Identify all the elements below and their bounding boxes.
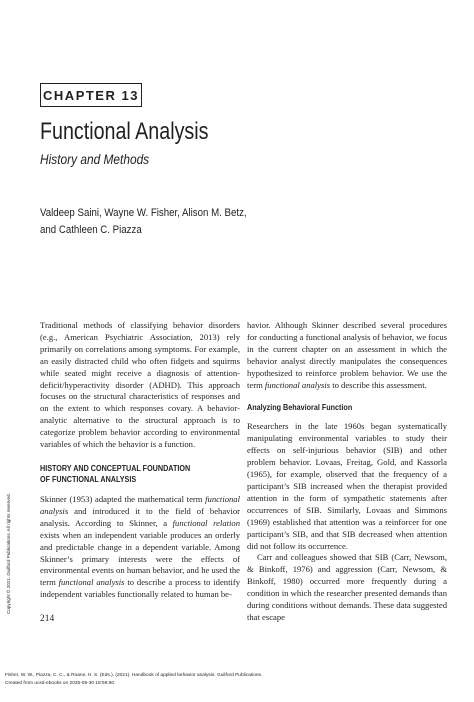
carr-paragraph: Carr and colleagues showed that SIB (Carr, Newsom, & Binkoff, 1976) and aggression (Carr, Newsom, & Binkoff, 1980) occurred more frequently during a condition in which the researcher presented demands than during conditions without demands. These data suggested that escape [247, 552, 447, 622]
italic-term: functional analysis [58, 577, 125, 588]
text-run: to describe a process to identify independent variables functionally related to human be- [40, 577, 240, 600]
intro-paragraph: Traditional methods of classifying behavior disorders (e.g., American Psychiatric Association, 2013) rely primarily on correlations among symptoms. For example, an easily distracted child who often fidgets and squirms while seated might receive a diagnosis of attention-deficit/hyperactivity disorder (ADHD). This approach focuses on the structural characteristics of responses and on the extent to which responses covary. A behavior-analytic alternative to the structural approach is to categorize problem behavior according to environmental variables of which the behavior is a function. [40, 320, 240, 450]
left-column [40, 320, 240, 601]
author-line-1: Valdeep Saini, Wayne W. Fisher, Alison M. Betz, [40, 207, 247, 219]
continuation-paragraph [247, 320, 447, 391]
right-column [247, 320, 447, 624]
text-run: havior. Although Skinner described several procedures for conducting a functional analysis of behavior, we focus in the current chapter on an assessment in which the behavior analyst directly manipulates the consequences hypothesized to reinforce problem behavior. We use the term [247, 320, 447, 390]
chapter-label: CHAPTER 13 [40, 83, 142, 107]
section-heading-line-1: HISTORY AND CONCEPTUAL FOUNDATION [40, 463, 191, 473]
italic-term: functional analysis [264, 379, 331, 390]
text-run: exists when an independent variable produces an orderly and predictable change in a dependent variable. Among Skinner’s primary interests were the effects of environmental events on human behavior, and he used the term [40, 529, 240, 588]
text-run: to describe this assessment. [330, 379, 427, 390]
citation-line-2: Created from ucsd-ebooks on 2025-05-30 18:58:50. [5, 681, 116, 686]
research-paragraph: Researchers in the late 1960s began systematically manipulating environmental variables to study their effects on self-injurious behavior (SIB) and other problem behavior. Lovaas, Freitag, Gold, and Kassorla (1965), for example, observed that the frequency of a participant’s SIB increased when the therapist provided attention in the form of sympathetic statements after occurrences of SIB. Similarly, Lovaas and Simmons (1969) established that attention was a reinforcer for one participant’s SIB, and that SIB decreased when attention did not follow its occurrence. [247, 421, 447, 551]
italic-term: functional analysis [40, 493, 240, 516]
page-number: 214 [40, 614, 55, 624]
citation-line-1: Fisher, W. W., Piazza, C. C., & Roane, H. S. (Eds.). (2021). Handbook of applied behavior analysis. Guilford Publications. [5, 673, 263, 678]
text-run: and introduced it to the field of behavior analysis. According to Skinner, a [40, 505, 240, 528]
text-run: Skinner (1953) adapted the mathematical term [40, 493, 206, 504]
chapter-subtitle: History and Methods [40, 151, 150, 167]
chapter-title: Functional Analysis [40, 118, 209, 145]
section-heading [40, 463, 220, 485]
subsection-heading: Analyzing Behavioral Function [247, 403, 353, 413]
skinner-paragraph [40, 494, 240, 601]
citation-footer [5, 672, 262, 688]
author-line-2: and Cathleen C. Piazza [40, 224, 142, 236]
section-heading-line-2: OF FUNCTIONAL ANALYSIS [40, 474, 137, 484]
author-list [40, 205, 247, 239]
italic-term: functional relation [172, 517, 240, 528]
copyright-notice: Copyright © 2021. Guilford Publications. All rights reserved. [6, 493, 11, 614]
